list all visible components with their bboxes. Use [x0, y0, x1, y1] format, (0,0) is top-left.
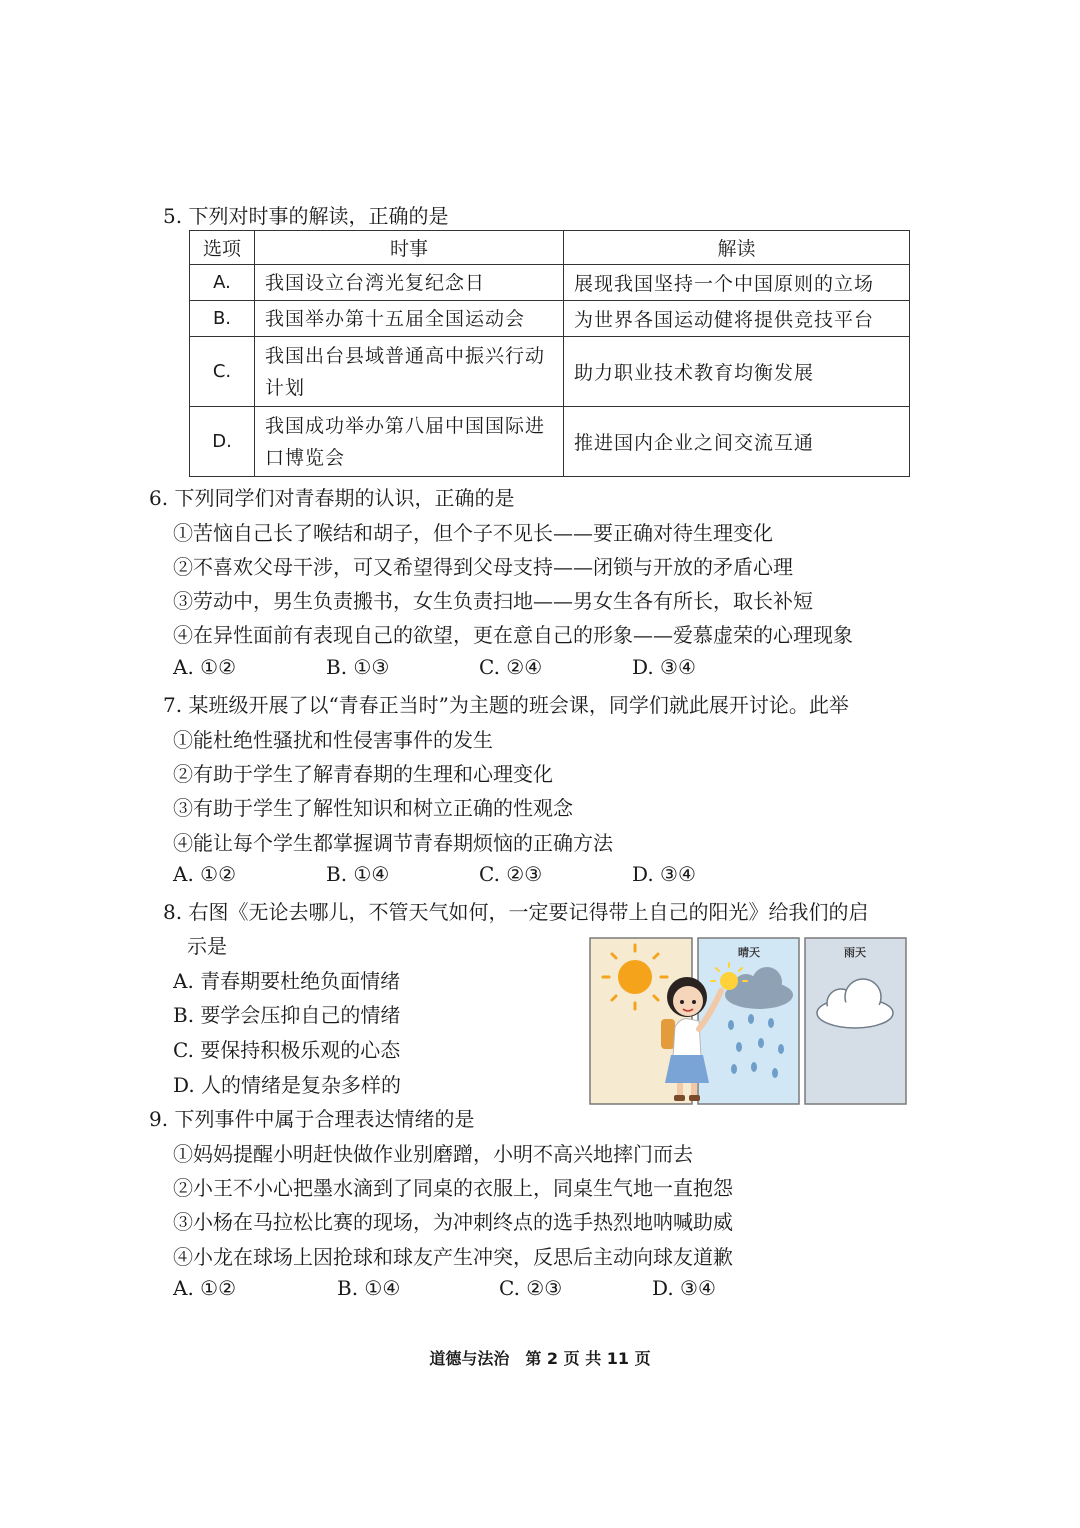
sunny-day-label: 晴天: [738, 946, 760, 959]
question-6-statement-3: ③劳动中，男生负责搬书，女生负责扫地——男女生各有所长，取长补短: [173, 589, 813, 613]
table-header-interpretation: 解读: [564, 231, 910, 265]
question-8-option-a[interactable]: A. 青春期要杜绝负面情绪: [173, 969, 401, 993]
question-7-option-a[interactable]: A. ①②: [173, 862, 237, 886]
question-7-statement-3: ③有助于学生了解性知识和树立正确的性观念: [173, 796, 573, 820]
question-7-stem: 7. 某班级开展了以“青春正当时”为主题的班会课，同学们就此展开讨论。此举: [163, 693, 849, 717]
table-row: [190, 265, 910, 301]
question-6-statement-1: ①苦恼自己长了喉结和胡子，但个子不见长——要正确对待生理变化: [173, 521, 773, 545]
question-6-option-a[interactable]: A. ①②: [173, 655, 237, 679]
question-6-statement-4: ④在异性面前有表现自己的欲望，更在意自己的形象——爱慕虚荣的心理现象: [173, 623, 853, 647]
page-footer: 道德与法治 第 2 页 共 11 页: [429, 1349, 651, 1368]
question-8-option-b[interactable]: B. 要学会压抑自己的情绪: [173, 1003, 401, 1027]
question-7-option-d[interactable]: D. ③④: [632, 862, 696, 886]
table-row: [190, 407, 910, 477]
question-6-stem: 6. 下列同学们对青春期的认识，正确的是: [149, 486, 515, 510]
question-9-option-c[interactable]: C. ②③: [499, 1276, 563, 1300]
row-label: C.: [190, 337, 255, 407]
question-7-statement-4: ④能让每个学生都掌握调节青春期烦恼的正确方法: [173, 831, 613, 855]
table-row: [190, 301, 910, 337]
question-8-stem: 8. 右图《无论去哪儿，不管天气如何，一定要记得带上自己的阳光》给我们的启: [163, 900, 869, 924]
question-9-statement-3: ③小杨在马拉松比赛的现场，为冲刺终点的选手热烈地呐喊助威: [173, 1210, 733, 1234]
question-9-statement-4: ④小龙在球场上因抢球和球友产生冲突，反思后主动向球友道歉: [173, 1245, 733, 1269]
question-6-option-d[interactable]: D. ③④: [632, 655, 696, 679]
row-label: B.: [190, 301, 255, 337]
question-6-option-b[interactable]: B. ①③: [326, 655, 390, 679]
question-7-option-b[interactable]: B. ①④: [326, 862, 390, 886]
row-event: 我国出台县域普通高中振兴行动计划: [255, 337, 564, 407]
row-interpretation: 推进国内企业之间交流互通: [564, 407, 910, 477]
question-5-stem: 5. 下列对时事的解读，正确的是: [163, 204, 449, 228]
table-header-option: 选项: [190, 231, 255, 265]
question-9-statement-1: ①妈妈提醒小明赶快做作业别磨蹭，小明不高兴地摔门而去: [173, 1142, 693, 1166]
question-8-option-c[interactable]: C. 要保持积极乐观的心态: [173, 1038, 401, 1062]
question-8-option-d[interactable]: D. 人的情绪是复杂多样的: [173, 1073, 402, 1097]
question-9-statement-2: ②小王不小心把墨水滴到了同桌的衣服上，同桌生气地一直抱怨: [173, 1176, 733, 1200]
row-label: A.: [190, 265, 255, 301]
row-interpretation: 助力职业技术教育均衡发展: [564, 337, 910, 407]
table-header-event: 时事: [255, 231, 564, 265]
question-9-stem: 9. 下列事件中属于合理表达情绪的是: [149, 1107, 475, 1131]
question-6-option-c[interactable]: C. ②④: [479, 655, 543, 679]
row-event: 我国设立台湾光复纪念日: [255, 265, 564, 301]
row-event: 我国举办第十五届全国运动会: [255, 301, 564, 337]
question-7-statement-2: ②有助于学生了解青春期的生理和心理变化: [173, 762, 553, 786]
question-9-option-a[interactable]: A. ①②: [173, 1276, 237, 1300]
question-7-option-c[interactable]: C. ②③: [479, 862, 543, 886]
table-row: [190, 337, 910, 407]
row-interpretation: 展现我国坚持一个中国原则的立场: [564, 265, 910, 301]
row-interpretation: 为世界各国运动健将提供竞技平台: [564, 301, 910, 337]
question-8-stem-continued: 示是: [187, 934, 227, 958]
question-5-table: [189, 230, 910, 477]
rainy-day-label: 雨天: [844, 946, 866, 959]
sunshine-girl-illustration: [589, 937, 907, 1105]
question-6-statement-2: ②不喜欢父母干涉，可又希望得到父母支持——闭锁与开放的矛盾心理: [173, 555, 793, 579]
question-9-option-d[interactable]: D. ③④: [652, 1276, 716, 1300]
row-event: 我国成功举办第八届中国国际进口博览会: [255, 407, 564, 477]
question-7-statement-1: ①能杜绝性骚扰和性侵害事件的发生: [173, 728, 493, 752]
row-label: D.: [190, 407, 255, 477]
question-9-option-b[interactable]: B. ①④: [337, 1276, 401, 1300]
